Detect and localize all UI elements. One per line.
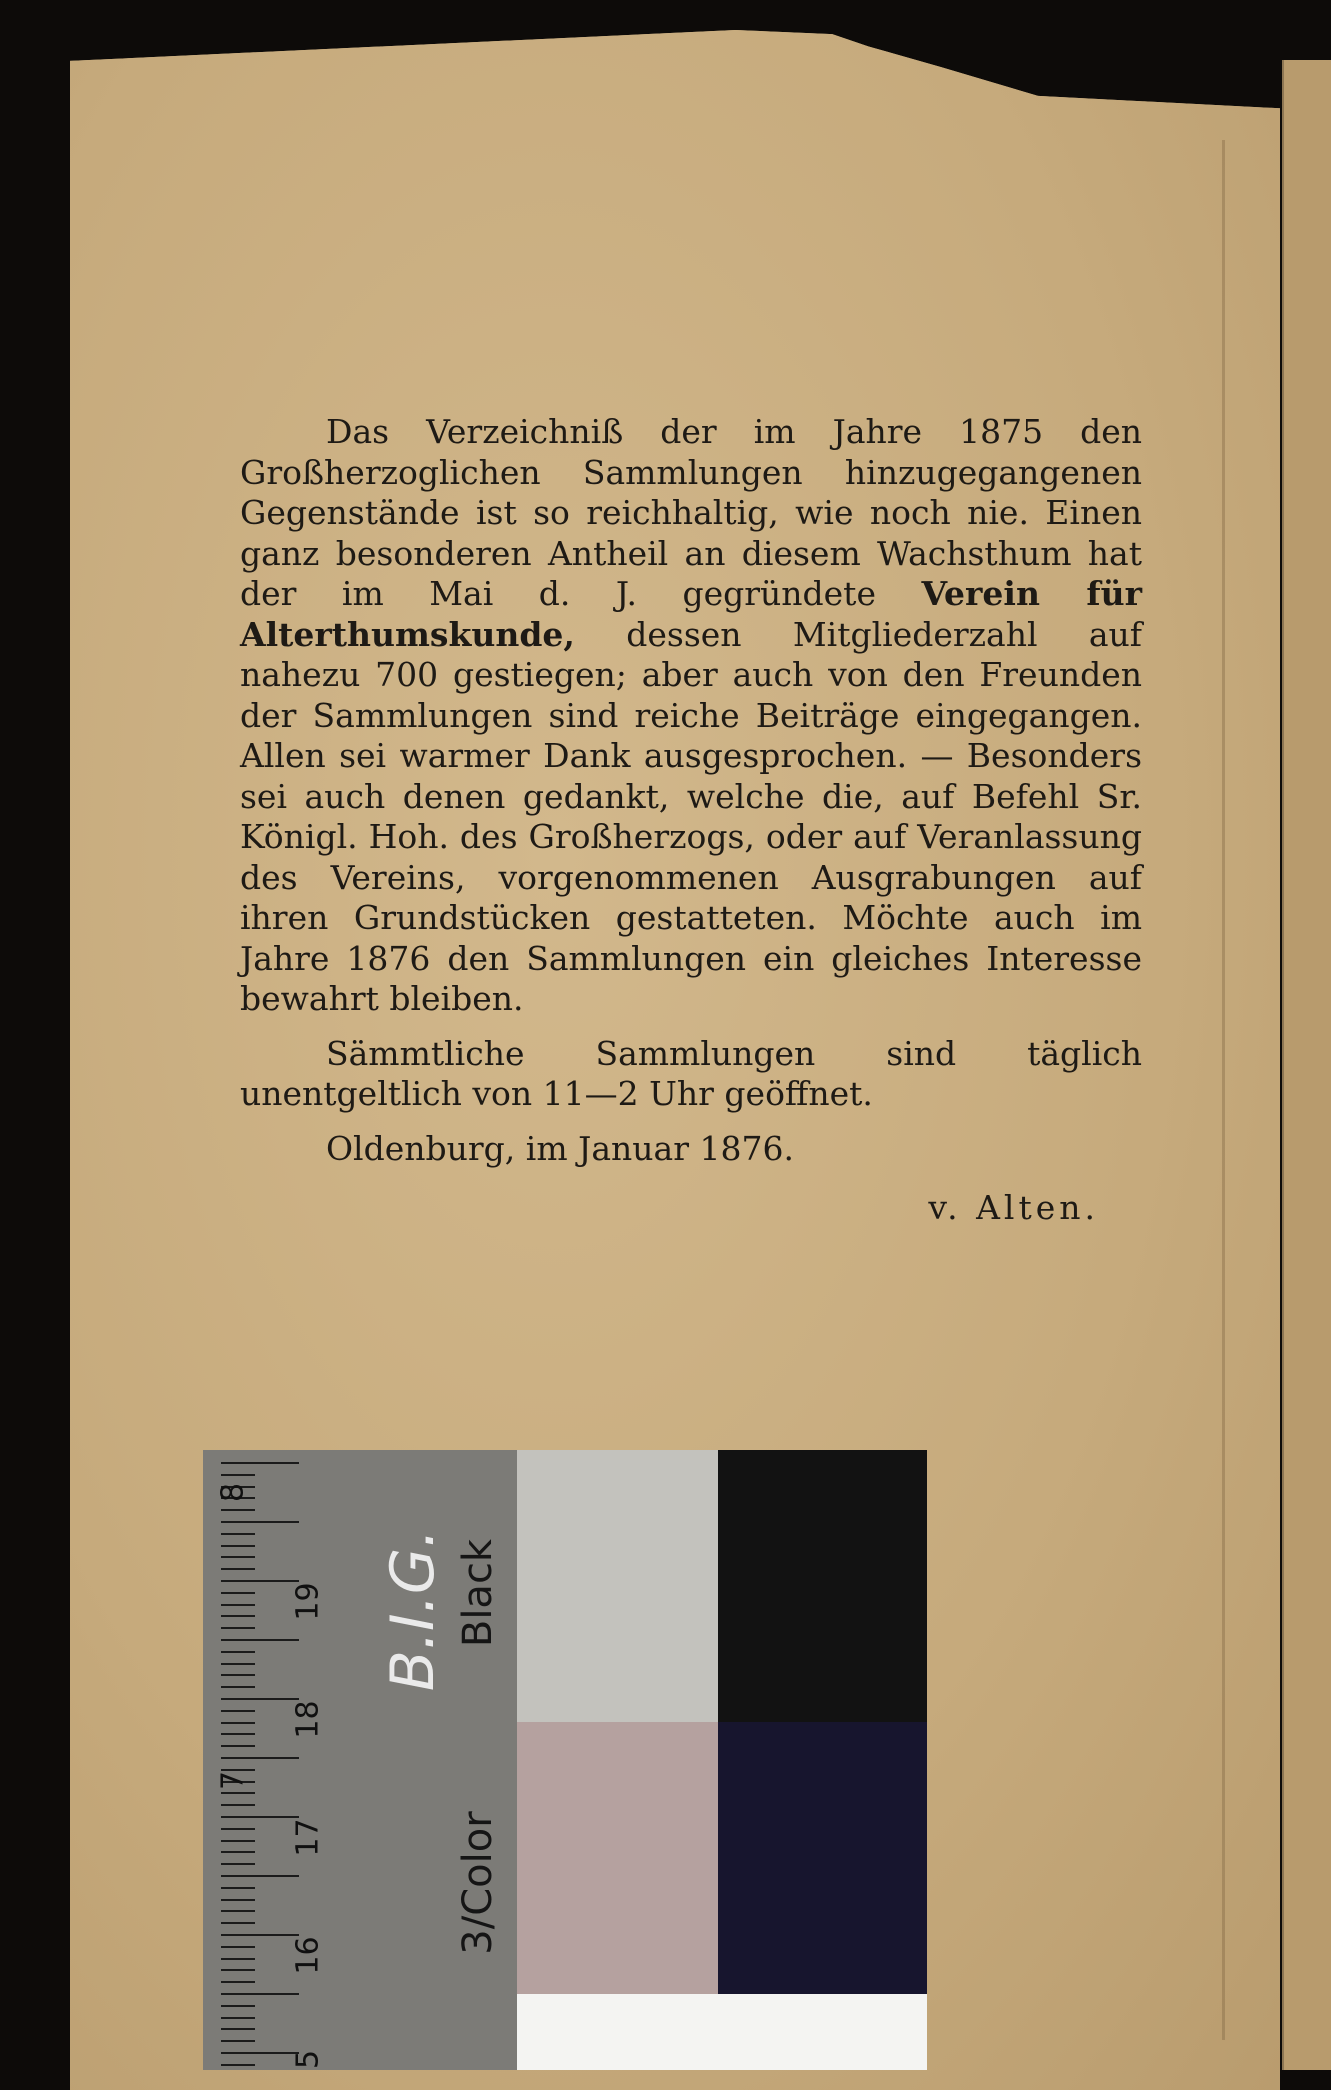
ruler-tick — [221, 2017, 255, 2019]
ruler-cm-18: 18 — [290, 1700, 326, 1739]
ruler-tick — [221, 1592, 255, 1594]
ruler-tick — [221, 1875, 299, 1877]
ruler-tick — [221, 1816, 299, 1818]
ruler-tick — [221, 2052, 299, 2054]
ruler-tick — [221, 1639, 299, 1641]
color-calibration-chart — [203, 1450, 927, 2070]
ruler-tick — [221, 1910, 255, 1912]
ruler-tick — [221, 1863, 255, 1865]
ruler-cm-16: 16 — [290, 1936, 326, 1975]
ruler-tick — [221, 1545, 255, 1547]
ruler-tick — [221, 1934, 299, 1936]
facing-page-edge — [1282, 60, 1331, 2070]
ruler-tick — [221, 1651, 255, 1653]
ruler-tick — [221, 1604, 255, 1606]
ruler-inch-7: 7 — [215, 1770, 251, 1791]
ruler-tick — [221, 1840, 255, 1842]
signature: v. Alten. — [928, 1188, 1099, 1227]
ruler-tick — [221, 1993, 299, 1995]
ruler-tick — [221, 1828, 255, 1830]
ruler-cm-17: 17 — [290, 1818, 326, 1857]
black-label: Black — [455, 1538, 501, 1648]
ruler-tick — [221, 1851, 255, 1853]
ruler-tick — [221, 1580, 299, 1582]
brand-label: B.I.G. — [378, 1528, 448, 1692]
ruler-tick — [221, 2064, 255, 2066]
ruler-tick — [221, 1899, 255, 1901]
ruler-tick — [221, 1733, 255, 1735]
ruler-tick — [221, 1745, 255, 1747]
patch-black — [718, 1450, 927, 1722]
page-fold — [1222, 140, 1225, 2040]
paragraph-intro — [240, 412, 1142, 1020]
ruler-bottom-5: 5 — [290, 2049, 326, 2070]
paragraph-intro-rest: dessen Mitgliederzahl auf nahezu 700 gestiegen; aber auch von den Freunden der Sammlungen sind reiche Beiträge eingegangen. Allen sei warmer Dank ausgesprochen. — Besonders sei auch denen gedankt, welche die, auf Befehl Sr. Königl. Hoh. des Großherzogs, oder auf Veranlassung des Vereins, vorgenommenen Ausgrabungen auf ihren Grundstücken gestatteten. Möchte auch im Jahre 1876 den Sammlungen ein gleiches Interesse bewahrt bleiben. — [240, 614, 1142, 1018]
ruler-cm-19: 19 — [290, 1582, 326, 1621]
patch-light-gray — [517, 1450, 718, 1722]
color-label: 3/Color — [455, 1811, 501, 1955]
patch-navy — [718, 1722, 927, 1994]
ruler-tick — [221, 1556, 255, 1558]
ruler-tick — [221, 1981, 255, 1983]
ruler-tick — [221, 1615, 255, 1617]
ruler-tick — [221, 1722, 255, 1724]
ruler-tick — [221, 2040, 255, 2042]
ruler-tick — [221, 1887, 255, 1889]
ruler-tick — [221, 1663, 255, 1665]
ruler-inch-8: 8 — [215, 1482, 251, 1503]
ruler-tick — [221, 1568, 255, 1570]
ruler-tick — [221, 1686, 255, 1688]
ruler-tick — [221, 2005, 255, 2007]
ruler-tick — [221, 1533, 255, 1535]
society-name: Verein für Alterthumskunde, — [240, 574, 1143, 654]
ruler-tick — [221, 1710, 255, 1712]
ruler-strip — [203, 1450, 517, 2070]
paragraph-intro-text: Das Verzeichniß der im Jahre 1875 den Großherzoglichen Sammlungen hinzugegangenen Gegenstände ist so reichhaltig, wie noch nie. Einen ganz besonderen Antheil an diesem Wachsthum hat der im Mai d. J. gegründete — [240, 412, 1142, 613]
paragraph-opening-hours: Sämmtliche Sammlungen sind täglich unentgeltlich von 11—2 Uhr geöffnet. — [240, 1033, 1142, 1113]
ruler-tick — [221, 1958, 255, 1960]
place-date-line: Oldenburg, im Januar 1876. — [326, 1128, 794, 1168]
ruler-tick — [221, 1946, 255, 1948]
ruler-tick — [221, 1674, 255, 1676]
ruler-tick — [221, 1698, 299, 1700]
ruler-tick — [221, 1627, 255, 1629]
ruler-tick — [221, 1969, 255, 1971]
patch-white — [517, 1994, 927, 2070]
ruler-tick — [221, 2028, 255, 2030]
patch-mauve — [517, 1722, 718, 1994]
document-text — [240, 412, 1142, 1169]
ruler-tick — [221, 1922, 255, 1924]
